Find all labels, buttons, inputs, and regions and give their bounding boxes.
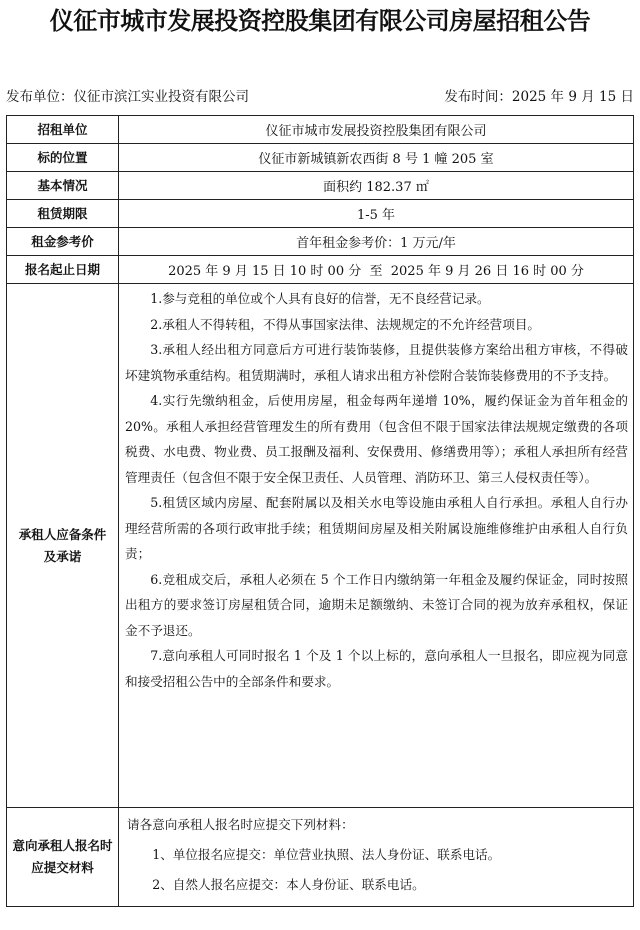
location-value: 仪征市新城镇新农西街 8 号 1 幢 205 室 <box>119 144 634 172</box>
rent-reference-label: 租金参考价 <box>7 228 119 256</box>
registration-period-label: 报名起止日期 <box>7 256 119 284</box>
condition-item: 1.参与竞租的单位或个人具有良好的信誉，无不良经营记录。 <box>150 291 490 306</box>
lease-term-value: 1-5 年 <box>119 200 634 228</box>
materials-body <box>119 808 634 907</box>
condition-item: 7.意向承租人可同时报名 1 个及 1 个以上标的，意向承租人一旦报名，即应视为同意和接受招租公告中的全部条件和要求。 <box>125 648 628 689</box>
row-lease-term <box>7 200 634 228</box>
row-conditions <box>7 284 634 808</box>
notice-table <box>6 115 634 907</box>
condition-item: 4.实行先缴纳租金，后使用房屋，租金每两年递增 10%，履约保证金为首年租金的 20%。承租人承担经营管理发生的所有费用（包含但不限于国家法律法规规定缴费的各项税费、水电费、物业费、员工报酬及福利、安保费用、修缮费用等）；承租人承担所有经营管理责任（包含但不限于安全保卫责任、人员管理、消防环卫、第三人侵权责任等）。 <box>125 393 628 485</box>
materials-label-line2: 应提交材料 <box>31 860 94 875</box>
conditions-label <box>7 284 119 808</box>
row-materials <box>7 808 634 907</box>
tender-unit-label: 招租单位 <box>7 116 119 144</box>
material-item: 1、单位报名应提交：单位营业执照、法人身份证、联系电话。 <box>152 847 501 862</box>
materials-intro: 请各意向承租人报名时应提交下列材料： <box>127 817 354 832</box>
conditions-label-line1: 承租人应备条件 <box>18 526 107 542</box>
basic-info-label: 基本情况 <box>7 172 119 200</box>
rent-reference-value: 首年租金参考价：1 万元/年 <box>119 228 634 256</box>
condition-item: 3.承租人经出租方同意后方可进行装饰装修，且提供装修方案给出租方审核，不得破坏建筑物承重结构。租赁期满时，承租人请求出租方补偿附合装饰装修费用的不予支持。 <box>125 342 628 383</box>
row-basic-info <box>7 172 634 200</box>
row-registration-period <box>7 256 634 284</box>
page-title: 仪征市城市发展投资控股集团有限公司房屋招租公告 <box>49 7 591 35</box>
location-label: 标的位置 <box>7 144 119 172</box>
condition-item: 2.承租人不得转租，不得从事国家法律、法规规定的不允许经营项目。 <box>150 316 541 332</box>
materials-label-line1: 意向承租人报名时 <box>12 838 113 853</box>
lease-term-label: 租赁期限 <box>7 200 119 228</box>
conditions-label-line2: 及承诺 <box>43 548 82 564</box>
publisher: 发布单位：仪征市滨江实业投资有限公司 <box>6 89 249 105</box>
conditions-body <box>119 284 634 808</box>
row-tender-unit <box>7 116 634 144</box>
materials-label <box>7 808 119 907</box>
condition-item: 5.租赁区域内房屋、配套附属以及相关水电等设施由承租人自行承担。承租人自行办理经营所需的各项行政审批手续；租赁期间房屋及相关附属设施维修维护由承租人自行负责； <box>125 495 628 561</box>
registration-period-value: 2025 年 9 月 15 日 10 时 00 分 至 2025 年 9 月 26 日 16 时 00 分 <box>119 256 634 284</box>
condition-item: 6.竞租成交后，承租人必须在 5 个工作日内缴纳第一年租金及履约保证金，同时按照出租方的要求签订房屋租赁合同，逾期未足额缴纳、未签订合同的视为放弃承租权，保证金不予退还。 <box>125 571 628 638</box>
row-rent-reference <box>7 228 634 256</box>
basic-info-value: 面积约 182.37 ㎡ <box>119 172 634 200</box>
publish-time: 发布时间：2025 年 9 月 15 日 <box>444 89 634 105</box>
tender-unit-value: 仪征市城市发展投资控股集团有限公司 <box>119 116 634 144</box>
row-location <box>7 144 634 172</box>
material-item: 2、自然人报名应提交：本人身份证、联系电话。 <box>152 877 425 892</box>
